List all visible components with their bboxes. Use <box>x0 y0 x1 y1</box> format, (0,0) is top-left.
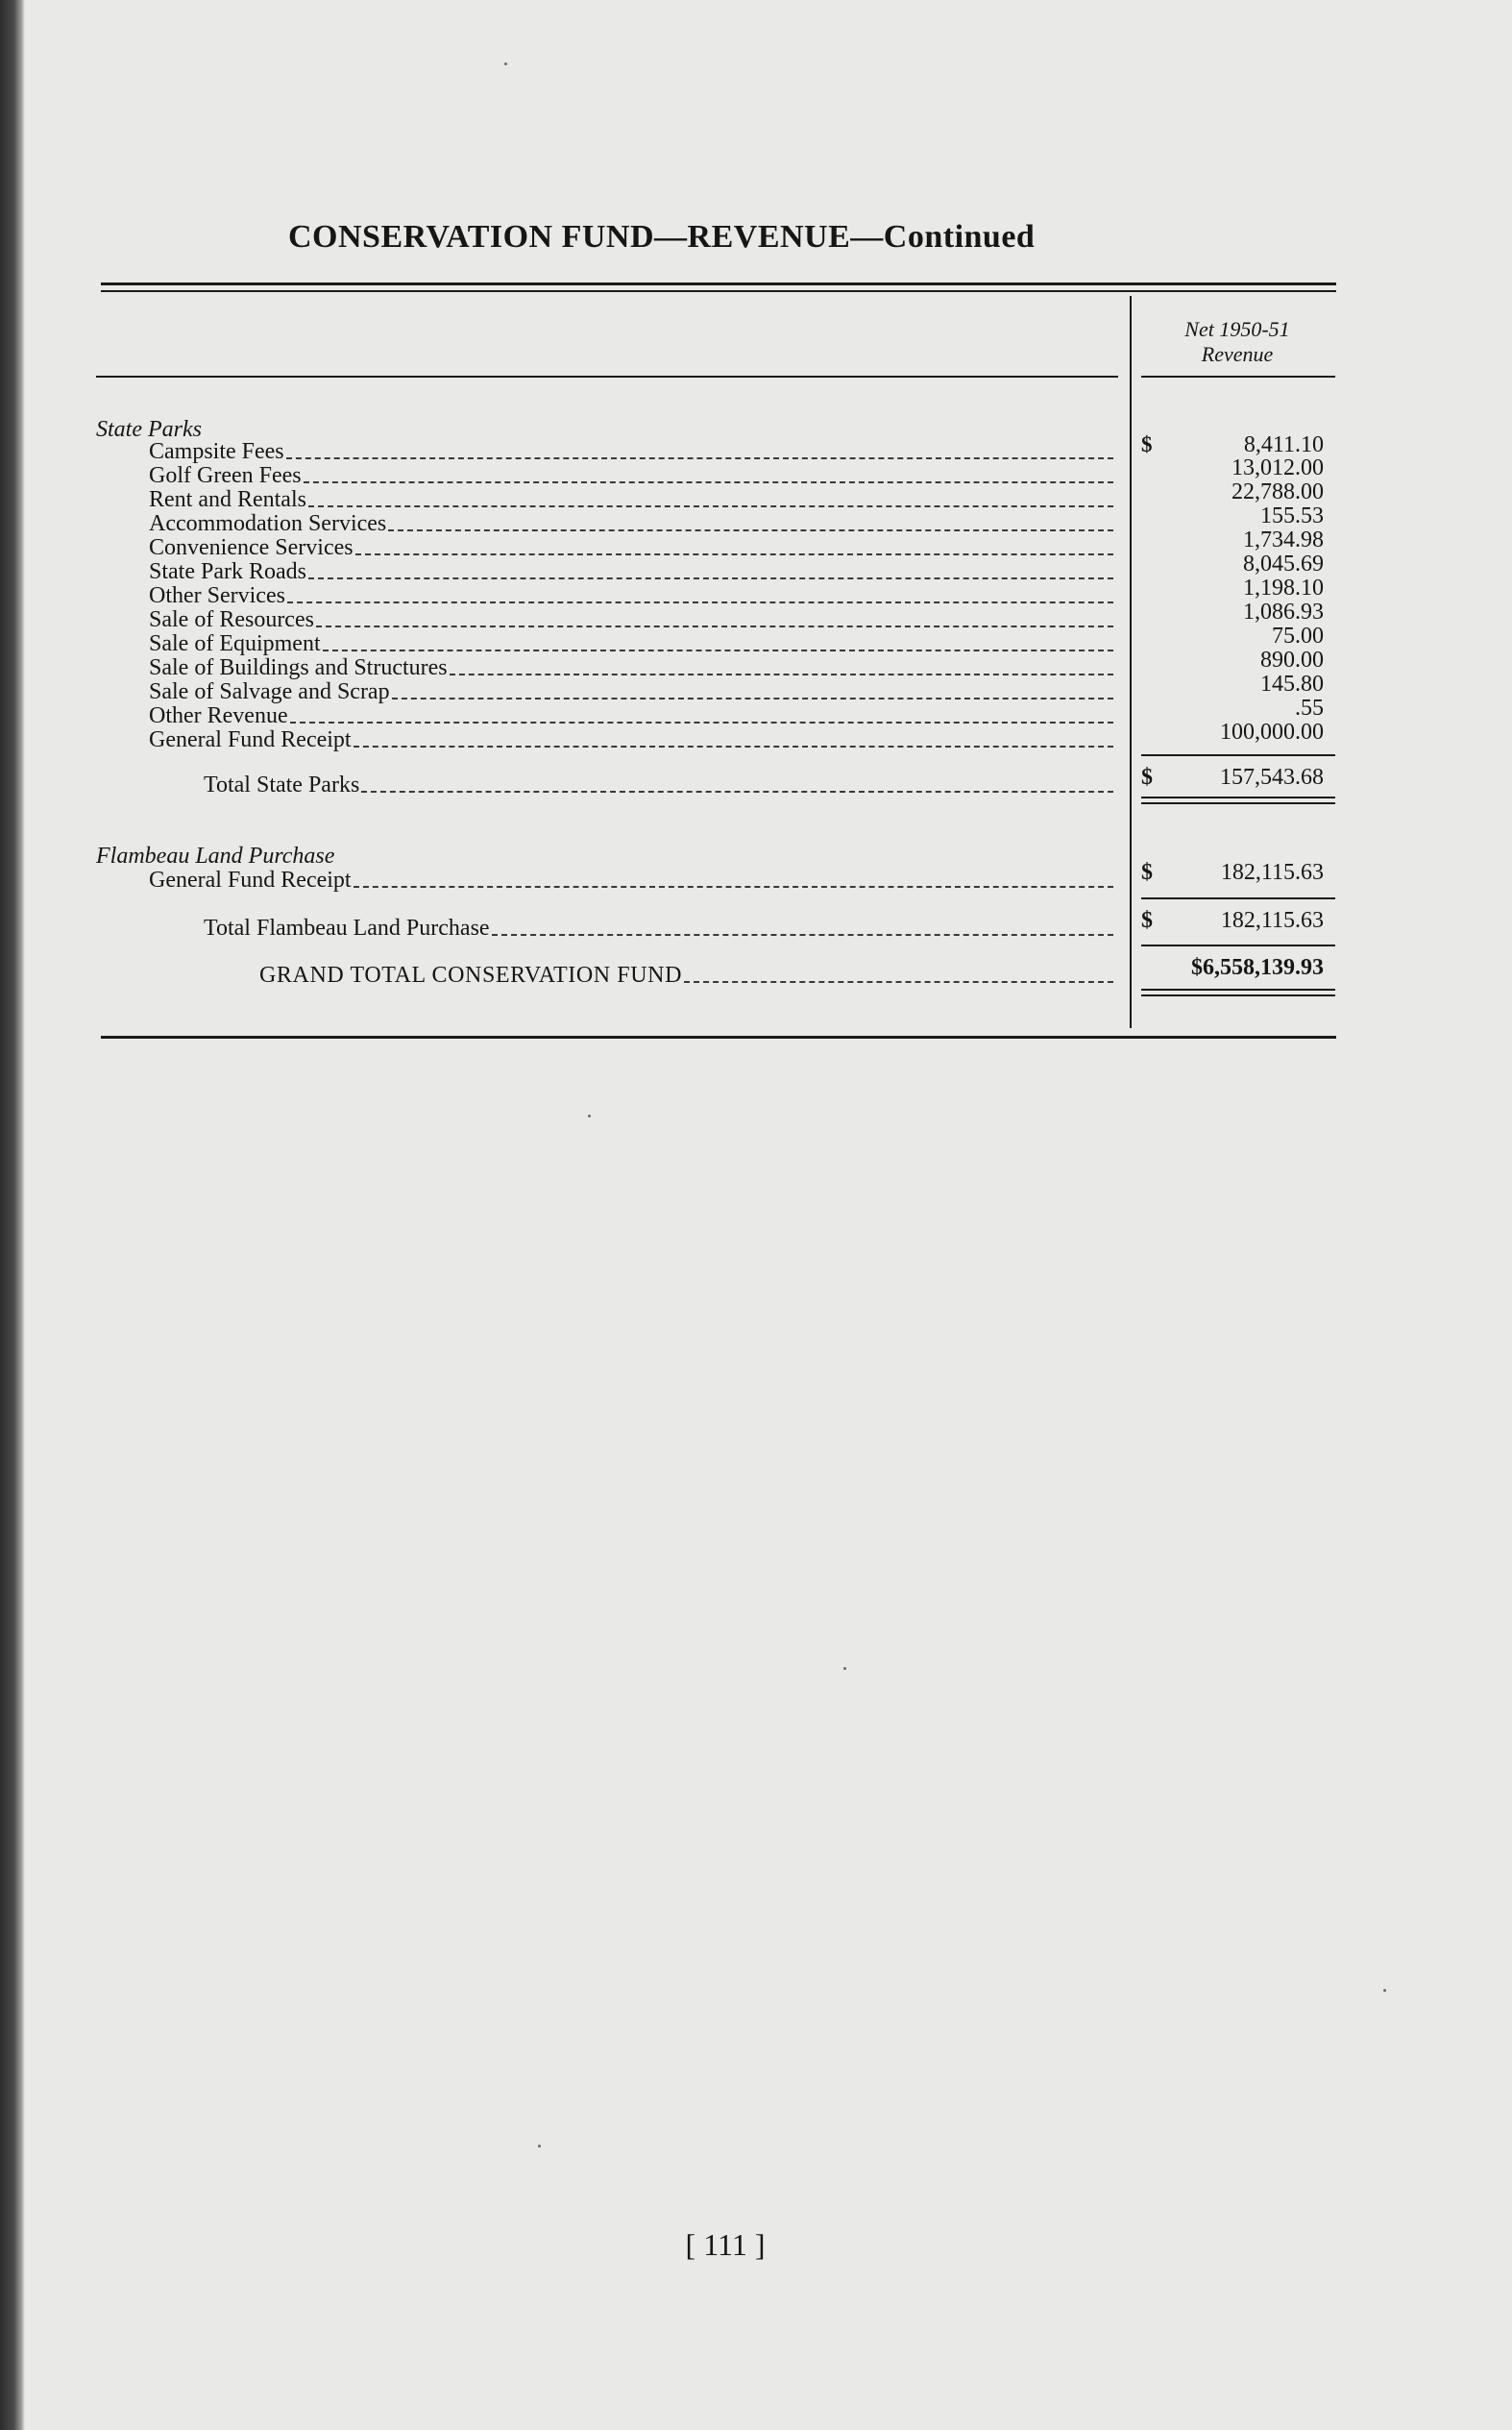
line-item <box>149 869 1117 893</box>
line-item-amount: 1,086.93 <box>1243 600 1324 625</box>
grand-total-row <box>259 964 1117 988</box>
dot-leader <box>354 886 1113 888</box>
dot-leader <box>304 481 1113 483</box>
line-item <box>149 440 1117 464</box>
line-item-label: Sale of Salvage and Scrap <box>149 680 390 704</box>
currency-symbol: $ <box>1141 765 1153 790</box>
subtotal-rule <box>1141 945 1335 946</box>
dot-leader <box>290 722 1113 724</box>
dot-leader <box>684 981 1113 983</box>
subtotal-rule <box>1141 897 1335 899</box>
paper-speck <box>1383 1989 1386 1992</box>
paper-speck <box>588 1115 591 1117</box>
section-heading-flambeau: Flambeau Land Purchase <box>96 844 335 869</box>
line-item-amount: 22,788.00 <box>1232 479 1324 504</box>
top-rule-lower <box>101 290 1336 292</box>
dot-leader <box>286 457 1113 459</box>
line-item <box>149 608 1117 632</box>
total-row <box>204 773 1117 798</box>
dot-leader <box>388 529 1113 531</box>
grand-total-double-rule-upper <box>1141 989 1335 991</box>
line-item-amount: .55 <box>1295 696 1324 721</box>
currency-symbol: $ <box>1141 860 1153 885</box>
line-item <box>149 680 1117 704</box>
dot-leader <box>354 746 1113 748</box>
total-value: 157,543.68 <box>1220 765 1324 790</box>
column-header-line1: Net 1950-51 <box>1184 317 1290 341</box>
page-title: CONSERVATION FUND—REVENUE—Continued <box>288 219 1036 255</box>
line-item-amount: 155.53 <box>1260 503 1324 528</box>
line-item-amount <box>1141 860 1324 886</box>
dot-leader <box>361 791 1113 793</box>
dot-leader <box>355 553 1113 555</box>
dot-leader <box>450 674 1113 675</box>
line-item <box>149 656 1117 680</box>
line-item-label: Other Services <box>149 584 285 608</box>
line-item-label: State Park Roads <box>149 560 306 584</box>
line-item <box>149 512 1117 536</box>
paper-speck <box>538 2145 541 2148</box>
line-item-amount: 890.00 <box>1260 648 1324 673</box>
line-item-label: Convenience Services <box>149 536 354 560</box>
dot-leader <box>392 698 1113 700</box>
dot-leader <box>308 505 1113 507</box>
dot-leader <box>316 626 1113 627</box>
column-divider <box>1130 296 1132 1028</box>
line-item <box>149 488 1117 512</box>
total-value: 182,115.63 <box>1220 908 1324 933</box>
total-double-rule-lower <box>1141 802 1335 804</box>
line-item <box>149 728 1117 752</box>
subtotal-rule <box>1141 754 1335 756</box>
line-item-amount: 13,012.00 <box>1232 455 1324 480</box>
header-rule-right <box>1141 376 1335 378</box>
line-item <box>149 560 1117 584</box>
header-rule-left <box>96 376 1118 378</box>
line-item-label: Accommodation Services <box>149 512 387 536</box>
line-item-amount: 145.80 <box>1260 672 1324 697</box>
line-item <box>149 632 1117 656</box>
line-item-label: Sale of Equipment <box>149 632 321 656</box>
top-rule-upper <box>101 282 1336 285</box>
column-header-line2: Revenue <box>1201 342 1274 366</box>
total-label: Total State Parks <box>204 773 360 798</box>
line-item-label: Sale of Resources <box>149 608 314 632</box>
line-item-value: 182,115.63 <box>1220 860 1324 885</box>
dot-leader <box>308 577 1113 579</box>
line-item-amount: 1,734.98 <box>1243 528 1324 552</box>
total-amount <box>1141 908 1324 934</box>
line-item <box>149 704 1117 728</box>
grand-total-double-rule-lower <box>1141 994 1335 996</box>
binding-edge <box>0 0 25 2430</box>
grand-total-label: GRAND TOTAL CONSERVATION FUND <box>259 964 683 988</box>
paper-speck <box>504 62 507 65</box>
line-item <box>149 584 1117 608</box>
currency-symbol: $ <box>1141 432 1153 456</box>
paper-speck <box>843 1667 846 1670</box>
line-item <box>149 464 1117 488</box>
total-amount <box>1141 765 1324 791</box>
dot-leader <box>323 650 1113 651</box>
line-item-label: Other Revenue <box>149 704 288 728</box>
total-double-rule-upper <box>1141 797 1335 798</box>
grand-total-value: $6,558,139.93 <box>1191 955 1324 980</box>
section-heading-state-parks: State Parks <box>96 417 202 442</box>
line-item-amount: 8,045.69 <box>1243 552 1324 577</box>
line-item-amount: 75.00 <box>1272 624 1324 649</box>
line-item-label: General Fund Receipt <box>149 869 352 893</box>
line-item-amount: 8,411.10 <box>1243 432 1324 457</box>
dot-leader <box>492 934 1113 936</box>
currency-symbol: $ <box>1141 908 1153 933</box>
total-row <box>204 917 1117 941</box>
line-item-label: General Fund Receipt <box>149 728 352 752</box>
line-item-amount: 100,000.00 <box>1220 720 1324 745</box>
bottom-rule <box>101 1036 1336 1039</box>
page-number: [ 111 ] <box>685 2227 766 2262</box>
line-item-amount: 1,198.10 <box>1243 576 1324 601</box>
line-item-label: Campsite Fees <box>149 440 284 464</box>
line-item-label: Rent and Rentals <box>149 488 306 512</box>
line-item-label: Sale of Buildings and Structures <box>149 656 448 680</box>
line-item <box>149 536 1117 560</box>
total-label: Total Flambeau Land Purchase <box>204 917 490 941</box>
line-item-label: Golf Green Fees <box>149 464 302 488</box>
column-header <box>1141 317 1333 367</box>
dot-leader <box>287 601 1113 603</box>
